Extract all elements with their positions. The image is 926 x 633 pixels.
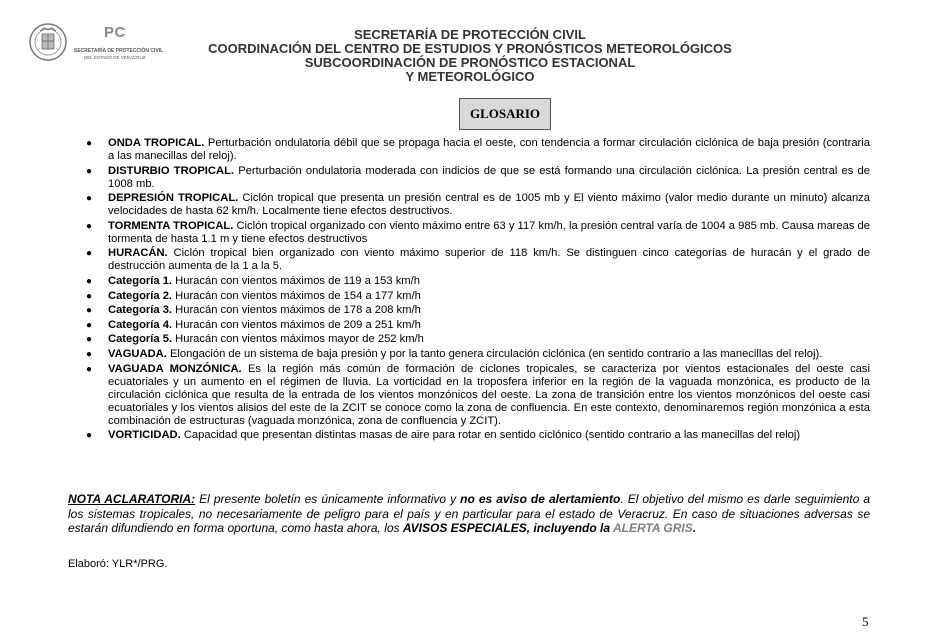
disclaimer-note [68, 492, 870, 536]
glossary-term: Categoría 4. [108, 318, 173, 331]
pc-logo-letters: PC [104, 24, 126, 41]
note-end: . [692, 521, 697, 535]
alerta-gris: ALERTA GRIS [610, 521, 693, 535]
header-line-4: Y METEOROLÓGICO [405, 69, 535, 84]
glossary-item [86, 192, 870, 218]
glossary-definition: Perturbación ondulatoria débil que se propaga hacia el oeste, con tendencia a formar circulación ciclónica de baja presión (contraria a las manecillas del reloj). [108, 137, 870, 162]
bullet-icon: ● [86, 363, 93, 375]
bullet-icon: ● [86, 165, 93, 177]
header-line-2: COORDINACIÓN DEL CENTRO DE ESTUDIOS Y PRONÓSTICOS METEOROLÓGICOS [208, 41, 732, 56]
glossary-term: DEPRESIÓN TROPICAL. [108, 192, 239, 205]
glossary-term: ONDA TROPICAL. [108, 137, 205, 149]
document-header [200, 28, 740, 84]
glossary-item [86, 348, 870, 361]
glossary-term: VORTICIDAD. [108, 429, 181, 442]
logo [28, 22, 168, 66]
glossary-item [86, 333, 870, 346]
glossary-term: Categoría 2. [108, 289, 173, 302]
glossary-definition: Capacidad que presentan distintas masas de aire para rotar en sentido ciclónico (sentido contrario a las manecillas del reloj) [180, 429, 801, 442]
glossary-term: Categoría 3. [108, 304, 173, 317]
glossary-definition: Es la región más común de formación de ciclones tropicales, se caracteriza por vientos estacionales del oeste casi ecuatoriales y un aumento en el régimen de lluvia. La vorticidad en la troposfera inferior en la región de la vaguada monzónica, es producto de la circulación ciclónica que resulta de la entrada de los vientos monzónicos del oeste. La zona de transición entre los vientos monzónicos del oeste casi ecuatoriales y los vientos alisios del este de la ZCIT se conoce como la zona de confluencia. En este contexto, denominaremos región monzónica a esta combinación de estructuras (vaguada monzónica, zona de confluencia y ZCIT). [108, 362, 870, 427]
glossary-item [86, 429, 870, 442]
glossary-term: Categoría 5. [108, 333, 173, 346]
glossary-definition: Perturbación ondulatoria moderada con indicios de que se está formando una circulación ciclónica. La presión central es de 1008 mb. [108, 164, 870, 190]
glossary-term: HURACÁN. [108, 247, 168, 260]
glossary-item [86, 304, 870, 317]
glossary-definition: Huracán con vientos máximos mayor de 252 km/h [172, 333, 424, 346]
note-text-1: El presente boletín es únicamente informativo y [195, 492, 461, 506]
glossary-term: Categoría 1. [108, 274, 173, 287]
glossary-term: DISTURBIO TROPICAL. [108, 164, 235, 177]
note-title: NOTA ACLARATORIA: [68, 492, 196, 506]
note-text-2: . El objetivo del mismo es darle seguimiento a los sistemas tropicales, no necesariamente de peligro para el país y en particular para el estado de Veracruz. En caso de situaciones adversas se estarán difundiendo en forma oportuna, como hasta ahora, los [68, 492, 870, 535]
pc-logo-line1: SECRETARÍA DE PROTECCIÓN CIVIL [74, 48, 164, 54]
glossary-definition: Huracán con vientos máximos de 209 a 251 km/h [172, 318, 421, 331]
glossary-item [86, 165, 870, 191]
glosario-title: GLOSARIO [459, 98, 551, 130]
glossary-item [86, 363, 870, 428]
bullet-icon: ● [86, 305, 93, 317]
glossary-term: TORMENTA TROPICAL. [108, 219, 234, 232]
glossary-definition: Huracán con vientos máximos de 119 a 153 km/h [172, 274, 420, 287]
note-bold-2: AVISOS ESPECIALES, incluyendo la [402, 521, 611, 535]
header-line-3: SUBCOORDINACIÓN DE PRONÓSTICO ESTACIONAL [304, 55, 636, 70]
glossary-definition: Ciclón tropical bien organizado con viento máximo superior de 118 km/h. Se distinguen cinco categorías de huracán y el grado de destrucción aumenta de la 1 a la 5. [108, 247, 870, 273]
bullet-icon: ● [86, 220, 93, 232]
bullet-icon: ● [86, 348, 93, 360]
bullet-icon: ● [86, 193, 93, 205]
glossary-item [86, 275, 870, 288]
glossary-list [86, 137, 870, 444]
bullet-icon: ● [86, 138, 93, 149]
header-line-1: SECRETARÍA DE PROTECCIÓN CIVIL [354, 27, 586, 42]
glossary-item [86, 290, 870, 303]
glossary-term: VAGUADA MONZÓNICA. [108, 362, 242, 375]
glossary-definition: Huracán con vientos máximos de 178 a 208 km/h [172, 304, 421, 317]
pc-logo-line2: DEL ESTADO DE VERACRUZ [84, 55, 146, 60]
glossary-definition: Huracán con vientos máximos de 154 a 177 km/h [172, 289, 421, 302]
bullet-icon: ● [86, 319, 93, 331]
coat-of-arms-icon [28, 22, 68, 62]
bullet-icon: ● [86, 334, 93, 346]
glossary-term: VAGUADA. [108, 347, 167, 360]
bullet-icon: ● [86, 290, 93, 302]
bullet-icon: ● [86, 248, 93, 260]
note-bold-1: no es aviso de alertamiento [460, 492, 621, 506]
glossary-item [86, 247, 870, 273]
bullet-icon: ● [86, 430, 93, 442]
glossary-item [86, 137, 870, 163]
glossary-definition: Ciclón tropical que presenta un presión central es de 1005 mb y El viento máximo (valor medio durante un minuto) alcanza velocidades de hasta 62 km/h. Localmente tiene efectos destructivos. [108, 192, 870, 218]
glossary-definition: Ciclón tropical organizado con viento máximo entre 63 y 117 km/h, la presión central varía de 1004 a 985 mb. Causa mareas de tormenta de hasta 1.1 m y tiene efectos destructivos [108, 219, 870, 245]
glossary-item [86, 220, 870, 246]
page-number: 5 [862, 614, 869, 629]
glossary-definition: Elongación de un sistema de baja presión y por la tanto genera circulación ciclónica (en sentido contrario a las manecillas del reloj). [166, 347, 823, 360]
bullet-icon: ● [86, 275, 93, 287]
glossary-item [86, 319, 870, 332]
elaborated-by: Elaboró: YLR*/PRG. [68, 558, 168, 570]
